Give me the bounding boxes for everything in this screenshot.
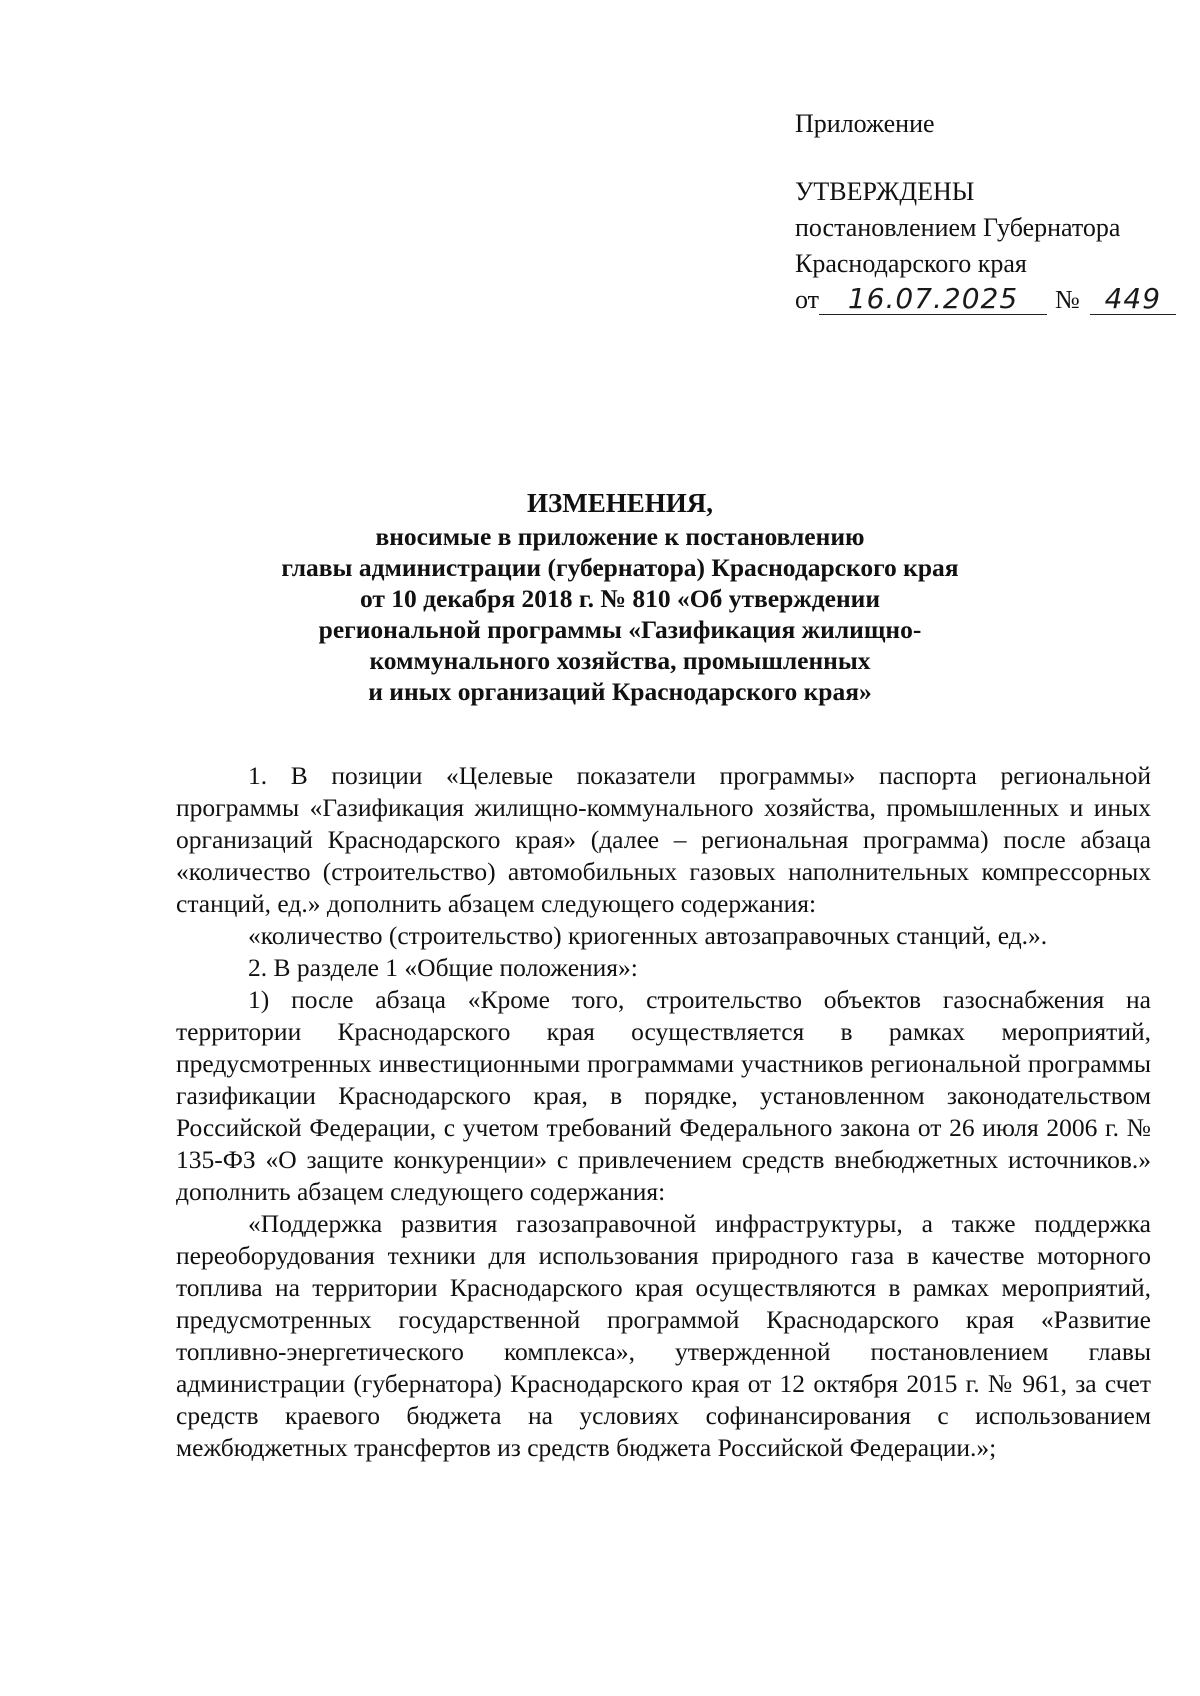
title-line: региональной программы «Газификация жилищно- (318, 615, 922, 644)
paragraph: «Поддержка развития газозаправочной инфраструктуры, а также поддержка переоборудования техники для использования природного газа в качестве моторного топлива на территории Краснодарского края осуществляются в рамках мероприятий, предусмотренных государственной программой Краснодарского края «Развитие топливно-энергетического комплекса», утвержденной постановлением главы администрации (губернатора) Краснодарского края от 12 октября 2015 г. № 961, за счет средств краевого бюджета на условиях софинансирования с использованием межбюджетных трансфертов из средств бюджета Российской Федерации.»; (176, 1209, 1151, 1462)
document-title (160, 488, 1080, 707)
title-line: от 10 декабря 2018 г. № 810 «Об утверждении (359, 584, 881, 613)
paragraph: 1) после абзаца «Кроме того, строительство объектов газоснабжения на территории Краснодарского края осуществляется в рамках мероприятий, предусмотренных инвестиционными программами участников региональной программы газификации Краснодарского края, в порядке, установленном законодательством Российской Федерации, с учетом требований Федерального закона от 26 июля 2006 г. № 135-ФЗ «О защите конкуренции» с привлечением средств внебюджетных источников.» дополнить абзацем следующего содержания: (176, 985, 1151, 1206)
title-line: коммунального хозяйства, промышленных (369, 646, 871, 675)
approved-by-line-2: Краснодарского края (795, 249, 1027, 278)
approved-by-line-1: постановлением Губернатора (795, 213, 1121, 242)
title-main: ИЗМЕНЕНИЯ, (526, 488, 713, 518)
paragraph: 2. В разделе 1 «Общие положения»: (248, 953, 638, 982)
paragraph: «количество (строительство) криогенных автозаправочных станций, ед.». (248, 921, 1048, 950)
title-line: вносимые в приложение к постановлению (375, 522, 865, 551)
handwritten-date: 16.07.2025 (819, 284, 1047, 315)
title-line: и иных организаций Краснодарского края» (368, 677, 872, 706)
paragraph: 1. В позиции «Целевые показатели программы» паспорта региональной программы «Газификация жилищно-коммунального хозяйства, промышленных и иных организаций Краснодарского края» (далее – региональная программа) после абзаца «количество (строительство) автомобильных газовых наполнительных компрессорных станций, ед.» дополнить абзацем следующего содержания: (176, 761, 1151, 918)
document-body (176, 760, 1151, 1464)
approved-label: УТВЕРЖДЕНЫ (795, 177, 975, 206)
date-number-line (795, 282, 1175, 318)
handwritten-number: 449 (1090, 284, 1176, 315)
appendix-label: Приложение (795, 109, 935, 138)
number-sign: № (1055, 285, 1080, 314)
title-line: главы администрации (губернатора) Краснодарского края (281, 553, 959, 582)
from-label: от (795, 285, 820, 314)
approval-block (795, 106, 1175, 318)
